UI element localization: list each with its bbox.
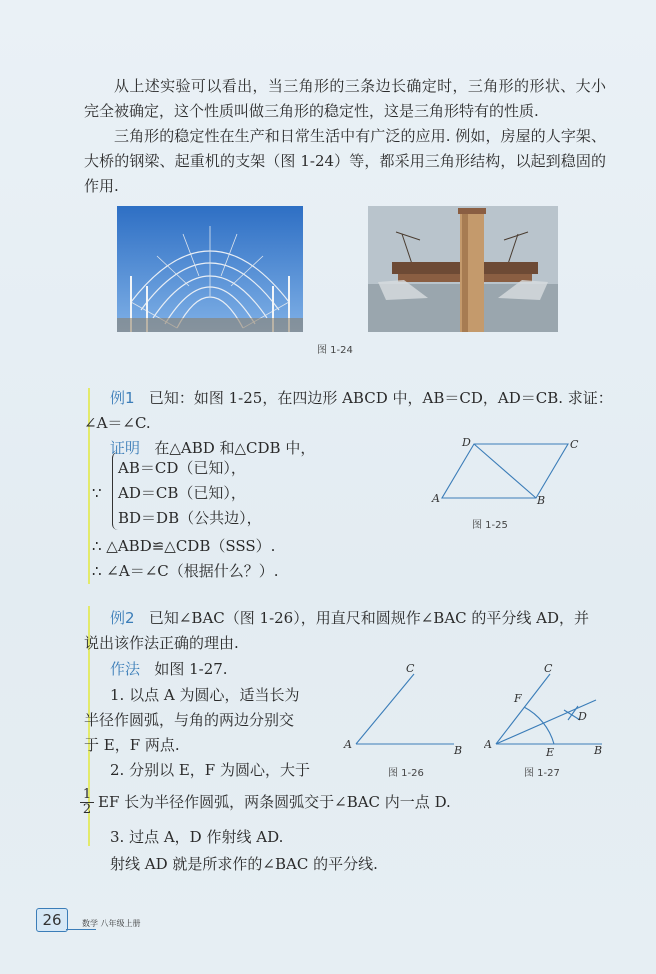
example-2-method-intro: 作法 如图 1-27. <box>110 660 228 678</box>
condition-3: BD＝DB（公共边）， <box>118 509 262 527</box>
page-number: 26 <box>36 908 68 932</box>
point-label-d: D <box>462 436 471 449</box>
example-2-statement: 例2 已知∠BAC（图 1-26），用直尺和圆规作∠BAC 的平分线 AD，并 <box>110 609 590 627</box>
step-1-line-1: 1. 以点 A 为圆心，适当长为 <box>110 686 300 704</box>
proof-label: 证明 <box>110 439 141 457</box>
book-title: 数学 八年级上册 <box>82 919 141 928</box>
step-2-line-1: 2. 分别以 E，F 为圆心，大于 <box>110 761 310 779</box>
photo-bridge-crane <box>368 206 558 332</box>
figure-1-25-parallelogram <box>428 434 588 512</box>
example-1-statement: 例1 已知：如图 1-25，在四边形 ABCD 中，AB＝CD，AD＝CB. 求证： <box>110 389 613 407</box>
fig26-point-c: C <box>406 662 415 675</box>
example-2-label: 例2 <box>110 609 135 627</box>
fig26-point-b: B <box>454 744 463 754</box>
condition-2: AD＝CB（已知）， <box>118 484 246 502</box>
figure-1-24-caption: 图 1-24 <box>317 345 353 356</box>
figure-1-27-caption: 图 1-27 <box>524 768 560 779</box>
paragraph-stability-applications: 三角形的稳定性在生产和日常生活中有广泛的应用. 例如，房屋的人字架、大桥的钢梁、起重机的支架（图 1-24）等，都采用三角形结构，以起到稳固的作用. <box>84 127 606 195</box>
point-label-b: B <box>537 494 546 507</box>
example-1-statement-cont: ∠A＝∠C. <box>84 414 151 432</box>
example-1-proof-intro: 证明 在△ABD 和△CDB 中， <box>110 439 316 457</box>
point-label-c: C <box>570 438 579 451</box>
photo-roof-truss <box>117 206 303 332</box>
fig27-point-b: B <box>594 744 603 757</box>
fig27-point-a: A <box>484 738 492 751</box>
paragraph-stability-definition: 从上述实验可以看出，当三角形的三条边长确定时，三角形的形状、大小完全被确定，这个性质叫做三角形的稳定性，这是三角形特有的性质. <box>84 77 606 120</box>
footer-rule <box>66 929 96 930</box>
fig27-point-f: F <box>514 692 522 705</box>
method-label: 作法 <box>110 660 141 678</box>
example-1-label: 例1 <box>110 389 135 407</box>
step-1-line-2: 半径作圆弧，与角的两边分别交 <box>84 711 295 729</box>
step-1-line-3: 于 E，F 两点. <box>84 736 180 754</box>
figure-1-25-caption: 图 1-25 <box>472 520 508 531</box>
example-2-statement-cont: 说出该作法正确的理由. <box>84 634 239 652</box>
figure-1-27-bisector-construction <box>484 662 606 758</box>
construction-conclusion: 射线 AD 就是所求作的∠BAC 的平分线. <box>110 855 378 873</box>
fig27-point-d: D <box>578 710 587 723</box>
step-3: 3. 过点 A，D 作射线 AD. <box>110 828 284 846</box>
fig27-point-e: E <box>546 746 555 758</box>
fig27-point-c: C <box>544 662 553 675</box>
conclusion-angle: ∴ ∠A＝∠C（根据什么？）. <box>92 562 279 580</box>
because-symbol: ∵ <box>92 484 102 502</box>
conclusion-congruence: ∴ △ABD≌△CDB（SSS）. <box>92 537 276 555</box>
figure-1-26-angle <box>342 662 472 754</box>
fig26-point-a: A <box>344 738 352 751</box>
step-2-line-2: EF 长为半径作圆弧，两条圆弧交于∠BAC 内一点 D. <box>98 793 451 811</box>
fraction-one-half: $\frac{1}{2}$ <box>80 788 94 817</box>
point-label-a: A <box>432 492 440 505</box>
figure-1-26-caption: 图 1-26 <box>388 768 424 779</box>
condition-1: AB＝CD（已知）， <box>118 459 246 477</box>
